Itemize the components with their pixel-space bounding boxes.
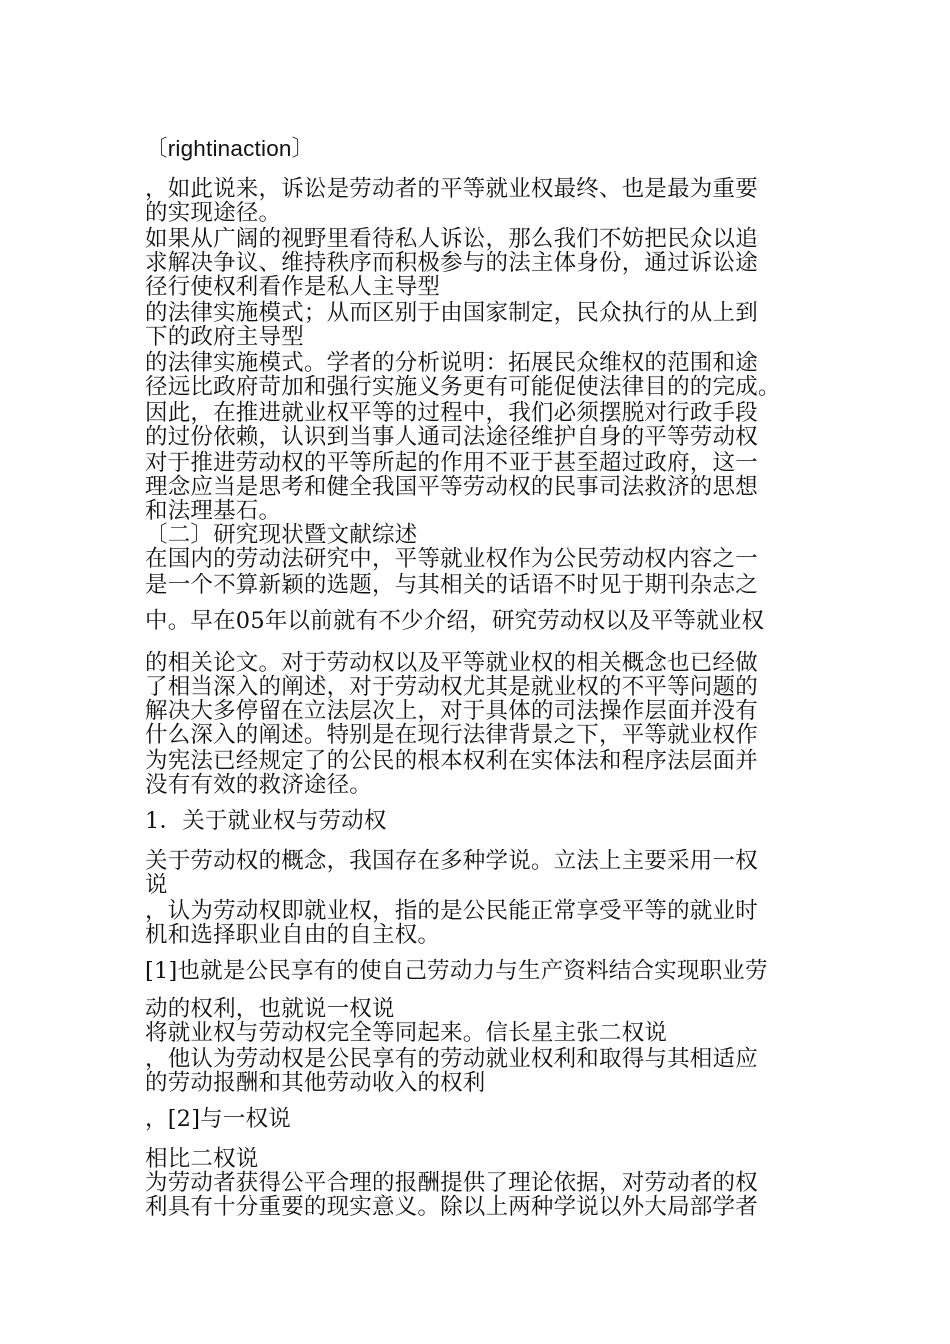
text-line: 的过份依赖，认识到当事人通司法途径维护自身的平等劳动权 xyxy=(145,424,758,450)
text-line: ，他认为劳动权是公民享有的劳动就业权利和取得与其相适应 xyxy=(145,1046,758,1072)
text-line: ，[2]与一权说 xyxy=(145,1106,291,1132)
text-line: 相比二权说 xyxy=(145,1146,259,1172)
text-line: 的法律实施模式；从而区别于由国家制定，民众执行的从上到 xyxy=(145,300,758,326)
text-line: 利具有十分重要的现实意义。除以上两种学说以外大局部学者 xyxy=(145,1194,758,1220)
text-line: 说 xyxy=(145,872,168,898)
text-line: 动的权利，也就说一权说 xyxy=(145,996,395,1022)
text-line: 和法理基石。 xyxy=(145,498,282,524)
text-line: 了相当深入的阐述，对于劳动权尤其是就业权的不平等问题的 xyxy=(145,674,758,700)
text-line: 的劳动报酬和其他劳动收入的权利 xyxy=(145,1070,486,1096)
text-line: 的相关论文。对于劳动权以及平等就业权的相关概念也已经做 xyxy=(145,650,758,676)
text-line: 将就业权与劳动权完全等同起来。信长星主张二权说 xyxy=(145,1020,668,1046)
text-line: 解决大多停留在立法层次上，对于具体的司法操作层面并没有 xyxy=(145,698,758,724)
text-line: 径行使权利看作是私人主导型 xyxy=(145,274,441,300)
text-line: 是一个不算新颖的选题，与其相关的话语不时见于期刊杂志之 xyxy=(145,572,758,598)
text-line: 〔rightinaction〕 xyxy=(145,136,315,161)
text-line: 为劳动者获得公平合理的报酬提供了理论依据，对劳动者的权 xyxy=(145,1170,758,1196)
text-line: ，认为劳动权即就业权，指的是公民能正常享受平等的就业时 xyxy=(145,898,758,924)
text-line: 在国内的劳动法研究中，平等就业权作为公民劳动权内容之一 xyxy=(145,546,758,572)
text-line: [1]也就是公民享有的使自己劳动力与生产资料结合实现职业劳 xyxy=(145,958,768,984)
subsection-heading: 1．关于就业权与劳动权 xyxy=(145,808,387,834)
text-line: ，如此说来，诉讼是劳动者的平等就业权最终、也是最为重要 xyxy=(145,176,758,202)
text-line: 因此，在推进就业权平等的过程中，我们必须摆脱对行政手段 xyxy=(145,400,758,426)
text-line: 的实现途径。 xyxy=(145,200,282,226)
text-line: 机和选择职业自由的自主权。 xyxy=(145,922,441,948)
text-line: 下的政府主导型 xyxy=(145,324,304,350)
text-line: 什么深入的阐述。特别是在现行法律背景之下，平等就业权作 xyxy=(145,722,758,748)
text-line: 的法律实施模式。学者的分析说明：拓展民众维权的范围和途 xyxy=(145,350,758,376)
text-line: 没有有效的救济途径。 xyxy=(145,772,373,798)
section-heading: 〔二〕研究现状暨文献综述 xyxy=(145,522,418,548)
text-line: 径远比政府苛加和强行实施义务更有可能促使法律目的的完成。 xyxy=(145,374,781,400)
text-line: 如果从广阔的视野里看待私人诉讼，那么我们不妨把民众以追 xyxy=(145,226,758,252)
text-line: 对于推进劳动权的平等所起的作用不亚于甚至超过政府，这一 xyxy=(145,450,758,476)
text-line: 关于劳动权的概念，我国存在多种学说。立法上主要采用一权 xyxy=(145,848,758,874)
text-line: 中。早在05年以前就有不少介绍，研究劳动权以及平等就业权 xyxy=(145,608,765,634)
text-line: 理念应当是思考和健全我国平等劳动权的民事司法救济的思想 xyxy=(145,474,758,500)
text-line: 求解决争议、维持秩序而积极参与的法主体身份，通过诉讼途 xyxy=(145,250,758,276)
text-line: 为宪法已经规定了的公民的根本权利在实体法和程序法层面并 xyxy=(145,748,758,774)
